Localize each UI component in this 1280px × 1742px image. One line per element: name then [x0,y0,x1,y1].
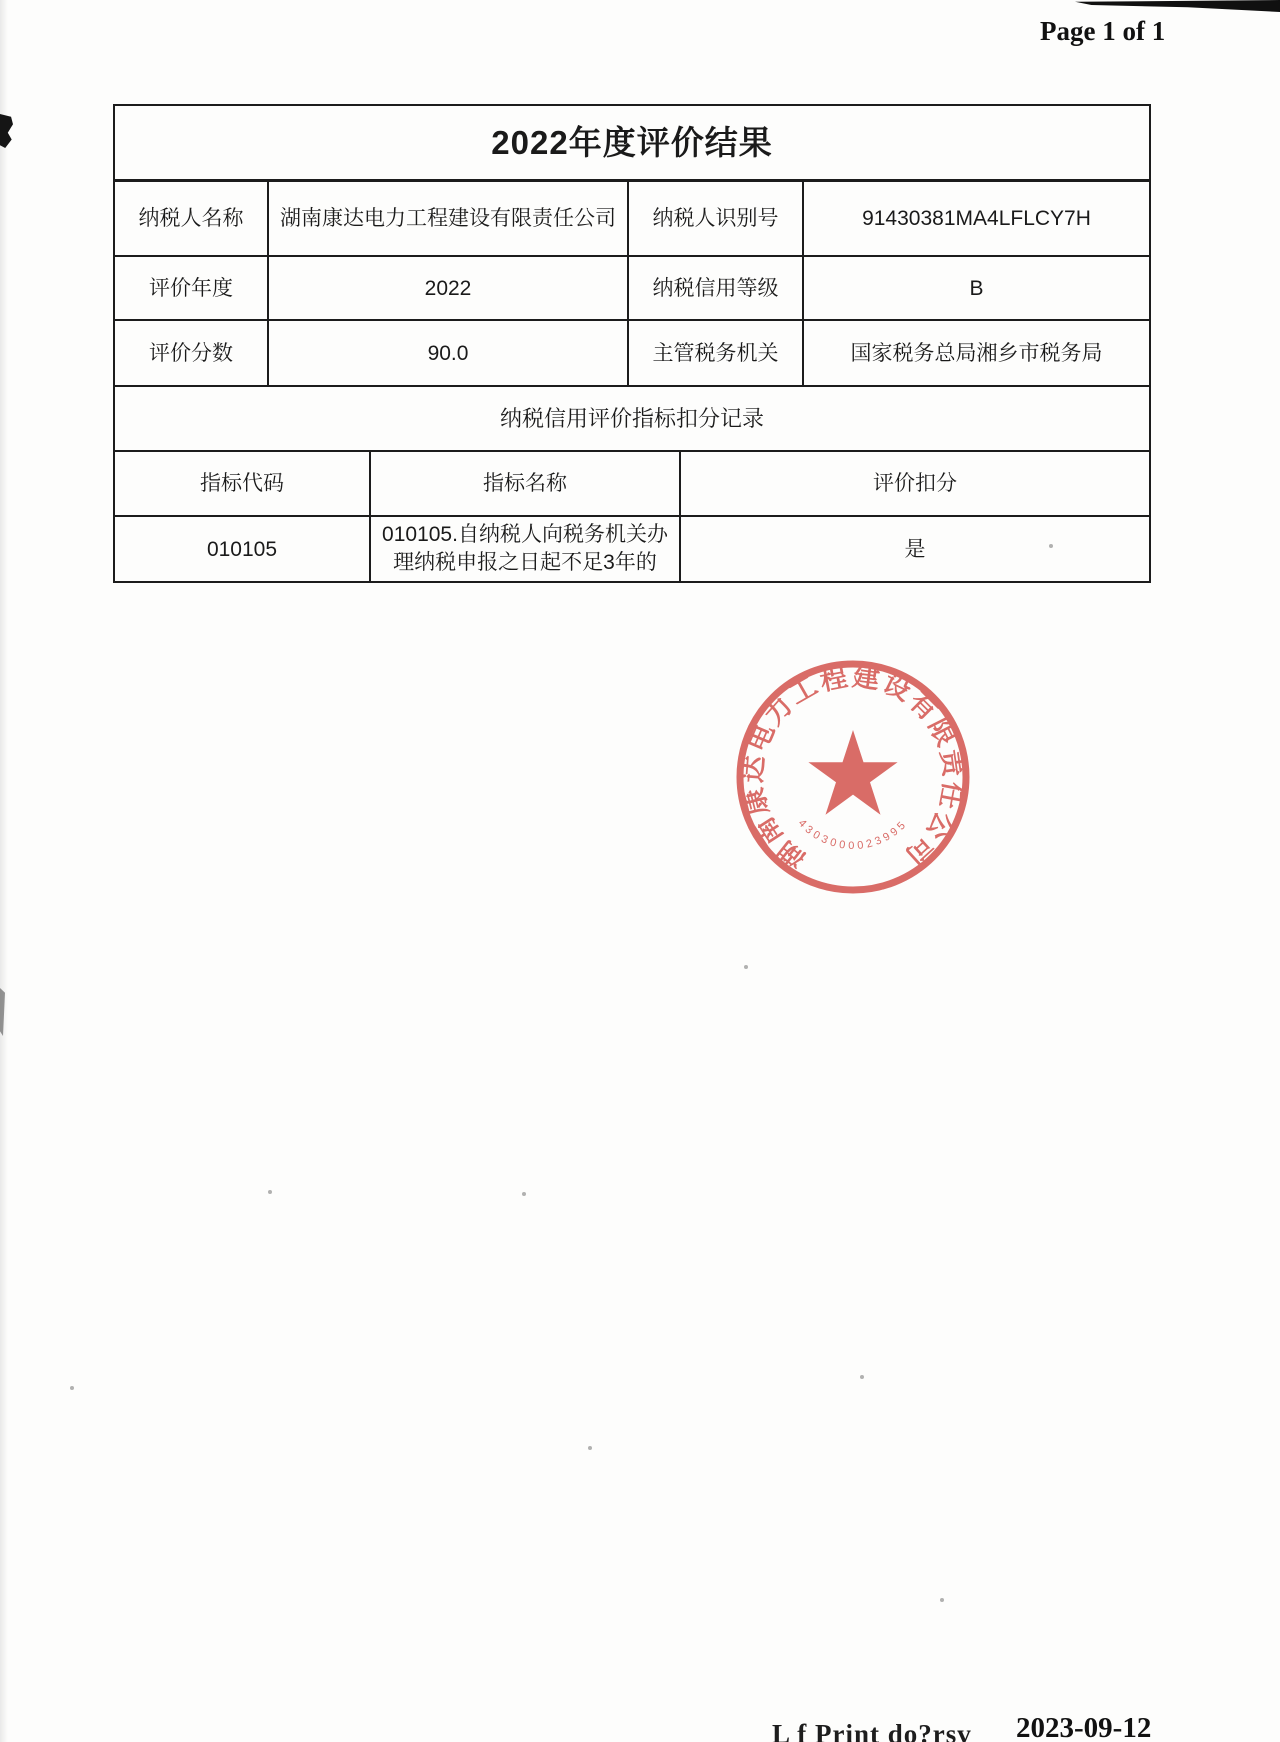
field-value-taxpayer-id: 91430381MA4LFLCY7H [802,182,1149,255]
scan-speck [744,965,748,969]
field-value-credit-rating: B [802,257,1149,319]
seal-serial-number: 4303000023995 [795,817,911,852]
field-row-score [115,319,1149,385]
indicator-deduction-cell: 是 [679,517,1149,581]
scan-speck [860,1375,864,1379]
field-label-eval-score: 评价分数 [149,341,233,365]
page-number: Page 1 of 1 [1040,16,1166,46]
scan-artifact-left-edge [0,114,13,148]
footer-date: 2023-09-12 [1016,1712,1152,1742]
field-label-taxpayer-id: 纳税人识别号 [627,182,802,255]
section-title: 纳税信用评价指标扣分记录 [499,406,764,431]
field-label-taxpayer-name: 纳税人名称 [138,207,244,230]
indicator-data-row [115,515,1149,581]
seal-company-text: 湖南康达电力工程建设有限责任公司 [737,661,969,876]
scan-speck [522,1192,526,1196]
scan-artifact-top-right [1075,0,1280,12]
indicator-code-cell: 010105 [206,537,278,561]
scan-speck [70,1386,74,1390]
evaluation-result-table [113,104,1151,583]
scan-speck [268,1190,272,1194]
footer-url-fragment: L f Print do?rsv [772,1719,972,1742]
field-value-taxpayer-name: 湖南康达电力工程建设有限责任公司 [267,182,627,255]
field-value-tax-authority: 国家税务总局湘乡市税务局 [802,321,1149,385]
indicator-header-row [115,450,1149,515]
section-title-row [115,385,1149,450]
svg-text:4303000023995 [796,817,911,852]
seal-star-icon [808,730,897,815]
scan-artifact-left-edge-2 [0,988,5,1036]
column-header-indicator-code: 指标代码 [200,472,284,495]
column-header-indicator-name: 指标名称 [369,452,679,515]
indicator-name-cell: 010105.自纳税人向税务机关办理纳税申报之日起不足3年的 [369,517,679,581]
field-value-eval-year: 2022 [267,257,627,319]
field-label-eval-year: 评价年度 [149,276,233,300]
company-seal [728,652,978,902]
scan-speck [940,1598,944,1602]
report-title: 2022年度评价结果 [491,124,773,161]
field-value-eval-score: 90.0 [267,321,627,385]
field-label-tax-authority: 主管税务机关 [627,321,802,385]
table-title-row [115,106,1149,180]
column-header-deduction: 评价扣分 [679,452,1149,515]
field-row-year [115,255,1149,319]
field-row-taxpayer [115,180,1149,255]
field-label-credit-rating: 纳税信用等级 [627,257,802,319]
scan-speck [588,1446,592,1450]
